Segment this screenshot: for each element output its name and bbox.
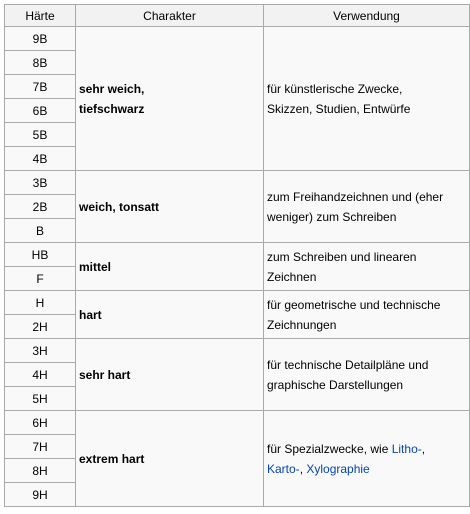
table-row — [5, 411, 470, 435]
verwendung-cell — [264, 411, 470, 507]
verwendung-cell — [264, 171, 470, 243]
verwendung-line: weniger) zum Schreiben — [267, 209, 397, 224]
haerte-cell: 9B — [5, 27, 76, 51]
haerte-cell: 8H — [5, 459, 76, 483]
charakter-line: weich, tonsatt — [79, 199, 160, 214]
verwendung-cell — [264, 291, 470, 339]
verwendung-cell — [264, 243, 470, 291]
charakter-cell — [76, 339, 264, 411]
haerte-cell: 9H — [5, 483, 76, 507]
link-karto[interactable]: Karto- — [267, 461, 300, 476]
header-verwendung: Verwendung — [264, 5, 470, 27]
header-haerte: Härte — [5, 5, 76, 27]
table-row — [5, 291, 470, 315]
verwendung-line: Zeichnungen — [267, 317, 337, 332]
haerte-cell: 5H — [5, 387, 76, 411]
haerte-cell: B — [5, 219, 76, 243]
charakter-cell — [76, 291, 264, 339]
haerte-cell: 4H — [5, 363, 76, 387]
haerte-cell: HB — [5, 243, 76, 267]
haerte-cell: 2H — [5, 315, 76, 339]
header-charakter: Charakter — [76, 5, 264, 27]
header-row — [5, 5, 470, 27]
table-row — [5, 339, 470, 363]
verwendung-line: zum Freihandzeichnen und (eher — [267, 189, 444, 204]
verwendung-cell — [264, 339, 470, 411]
haerte-cell: 6B — [5, 99, 76, 123]
verwendung-separator: , — [421, 441, 426, 456]
haerte-cell: 2B — [5, 195, 76, 219]
charakter-line: tiefschwarz — [79, 101, 145, 116]
charakter-cell — [76, 411, 264, 507]
charakter-cell — [76, 27, 264, 171]
haerte-cell: H — [5, 291, 76, 315]
table-body — [5, 27, 470, 507]
pencil-hardness-table — [4, 4, 470, 507]
verwendung-line: zum Schreiben und linearen — [267, 249, 417, 264]
verwendung-line: für geometrische und technische — [267, 297, 441, 312]
verwendung-line: für technische Detailpläne und — [267, 357, 429, 372]
haerte-cell: 5B — [5, 123, 76, 147]
verwendung-line: Skizzen, Studien, Entwürfe — [267, 101, 411, 116]
verwendung-line: Zeichnen — [267, 269, 317, 284]
table-row — [5, 171, 470, 195]
verwendung-cell — [264, 27, 470, 171]
charakter-line: sehr hart — [79, 367, 131, 382]
table-row — [5, 243, 470, 267]
charakter-line: sehr weich, — [79, 81, 145, 96]
haerte-cell: 3B — [5, 171, 76, 195]
haerte-cell: 4B — [5, 147, 76, 171]
table-row — [5, 27, 470, 51]
charakter-line: hart — [79, 307, 102, 322]
charakter-line: extrem hart — [79, 451, 145, 466]
charakter-cell — [76, 243, 264, 291]
charakter-cell — [76, 171, 264, 243]
charakter-line: mittel — [79, 259, 112, 274]
verwendung-line: graphische Darstellungen — [267, 377, 404, 392]
haerte-cell: 6H — [5, 411, 76, 435]
haerte-cell: 8B — [5, 51, 76, 75]
verwendung-text: für Spezialzwecke, wie — [267, 441, 392, 456]
haerte-cell: F — [5, 267, 76, 291]
haerte-cell: 7H — [5, 435, 76, 459]
link-litho[interactable]: Litho- — [391, 441, 422, 456]
haerte-cell: 7B — [5, 75, 76, 99]
haerte-cell: 3H — [5, 339, 76, 363]
verwendung-line: für künstlerische Zwecke, — [267, 81, 403, 96]
verwendung-separator: , — [299, 461, 307, 476]
link-xylographie[interactable]: Xylographie — [306, 461, 370, 476]
